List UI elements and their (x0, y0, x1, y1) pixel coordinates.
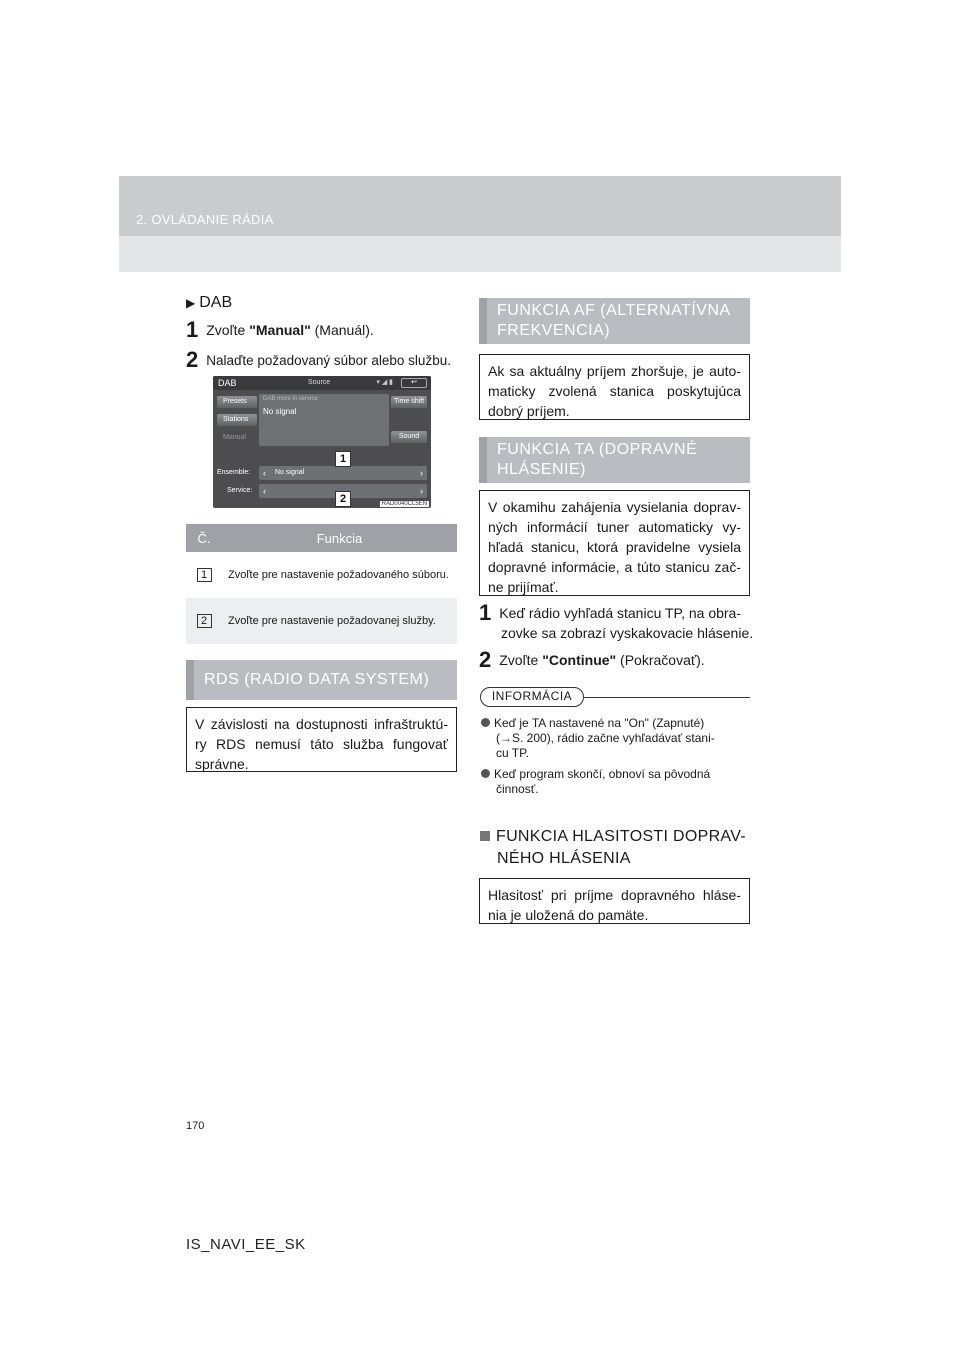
step-2: 2 Nalaďte požadovaný súbor alebo službu. (186, 347, 451, 372)
section-title: 2. OVLÁDANIE RÁDIA (136, 212, 274, 227)
row-description: Zvoľte pre nastavenie požadovanej služby. (222, 598, 457, 644)
ta-step-1: 1 Keď rádio vyhľadá stanicu TP, na obra- zovke sa zobrazí vyskakovacie hlásenie. (479, 600, 754, 641)
rds-heading: RDS (RADIO DATA SYSTEM) (186, 660, 457, 700)
square-bullet-icon (480, 831, 490, 841)
info-rule (584, 697, 750, 698)
dab-screen-image (213, 376, 431, 508)
screen-title: DAB (218, 378, 237, 388)
chevron-right-icon: › (420, 486, 423, 496)
document-code: IS_NAVI_EE_SK (186, 1236, 306, 1253)
info-bullet-2: Keď program skončí, obnoví sa pôvodná činnosť. (481, 767, 749, 797)
callout-2: 2 (335, 491, 351, 507)
chevron-right-icon: › (420, 468, 423, 478)
rds-body: V závislosti na dostupnosti infraštruktú-ry RDS nemusí táto služba fungovať správne. (186, 707, 457, 772)
sound-button: Sound (391, 431, 427, 443)
manual-button: Manual (223, 434, 246, 441)
ta-body: V okamihu zahájenia vysielania doprav-ných informácií tuner automaticky vy-hľadá stanicu, ktorá pravidelne vysiela dopravné informácie, a túto stanicu zač-ne prijímať. (479, 490, 750, 596)
bullet-icon (481, 718, 490, 727)
dab-heading: ▶ DAB (186, 294, 233, 311)
presets-button: Presets (217, 396, 257, 408)
row-number: 2 (197, 614, 212, 628)
table-row (186, 552, 457, 598)
af-heading: FUNKCIA AF (ALTERNATÍVNA FREKVENCIA) (479, 298, 750, 344)
chevron-left-icon: ‹ (263, 486, 266, 496)
ta-heading: FUNKCIA TA (DOPRAVNÉ HLÁSENIE) (479, 437, 750, 483)
af-body: Ak sa aktuálny príjem zhoršuje, je auto-maticky zvolená stanica poskytujúca dobrý príjem. (479, 354, 750, 420)
header-band (119, 176, 841, 236)
table-header-no: Č. (186, 524, 222, 552)
row-number: 1 (197, 568, 212, 582)
volume-heading: FUNKCIA HLASITOSTI DOPRAV- NÉHO HLÁSENIA (480, 826, 746, 870)
service-label: Service: (227, 487, 253, 494)
ensemble-label: Ensemble: (217, 469, 251, 476)
bullet-icon (481, 769, 490, 778)
callout-1: 1 (335, 451, 351, 467)
table-row (186, 598, 457, 644)
row-description: Zvoľte pre nastavenie požadovaného súboru. (222, 552, 457, 598)
screen-source-label: Source (308, 379, 331, 386)
screen-message: DAB more in service (263, 396, 318, 402)
table-header-function: Funkcia (222, 524, 457, 552)
screen-no-signal: No signal (263, 407, 297, 416)
info-bullet-1: Keď je TA nastavené na "On" (Zapnuté) (→S. 200), rádio začne vyhľadávať stani- cu TP. (481, 716, 749, 761)
info-label: INFORMÁCIA (480, 687, 584, 707)
chevron-left-icon: ‹ (263, 468, 266, 478)
ta-step-2: 2 Zvoľte "Continue" (Pokračovať). (479, 647, 705, 672)
ensemble-bar (259, 466, 427, 480)
image-code: RAD0040CL5EN (381, 501, 427, 507)
back-icon: ↩ (401, 378, 427, 388)
ensemble-value: No signal (275, 469, 305, 476)
stations-button: Stations (217, 414, 257, 426)
time-shift-button: Time shift (391, 396, 427, 408)
function-table (186, 524, 457, 644)
volume-body: Hlasitosť pri príjme dopravného hláse-nia je uložená do pamäte. (479, 878, 750, 924)
signal-status-icon: ▾ ◢ ▮ (376, 379, 393, 386)
header-subband (119, 236, 841, 272)
page-number: 170 (186, 1120, 205, 1132)
triangle-bullet-icon: ▶ (186, 296, 196, 310)
step-1: 1 Zvoľte "Manual" (Manuál). (186, 317, 374, 342)
